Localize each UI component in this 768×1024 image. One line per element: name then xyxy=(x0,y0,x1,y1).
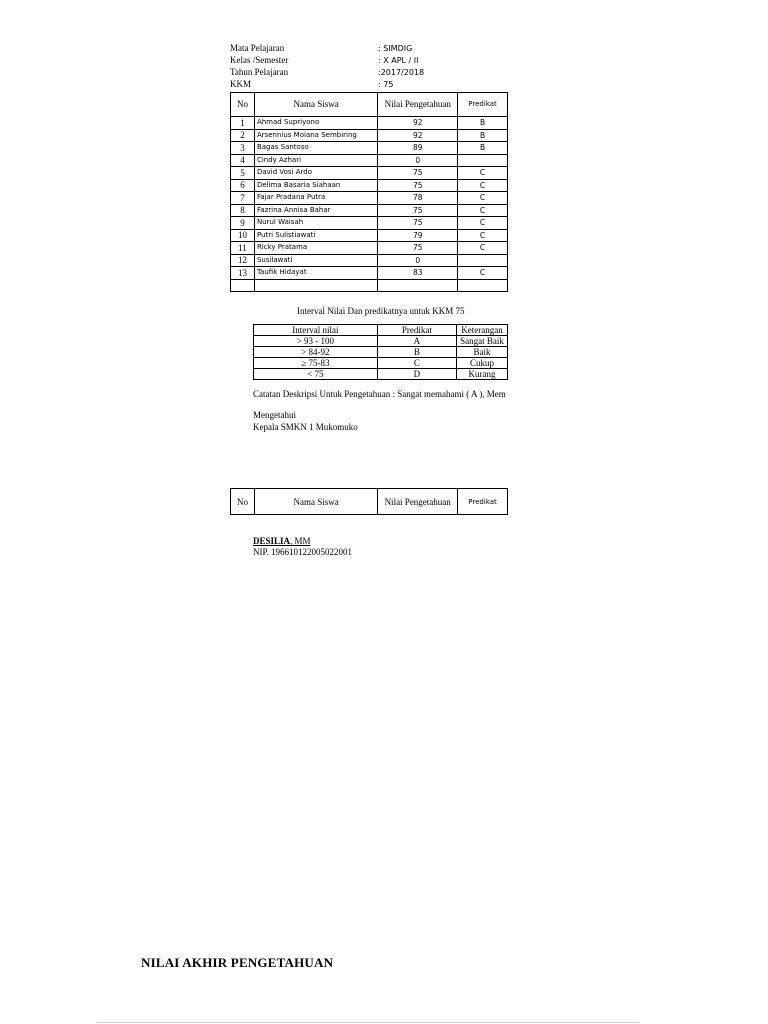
table-row xyxy=(231,217,508,230)
value-mata-pelajaran: : SIMDIG xyxy=(378,44,413,53)
cell-no: 8 xyxy=(231,204,255,217)
cell-nilai: 78 xyxy=(378,192,458,205)
catatan-deskripsi: Catatan Deskripsi Untuk Pengetahuan : Sangat memahami ( A ), Mem xyxy=(253,389,506,399)
grades-table-header xyxy=(231,93,508,117)
cell-nilai: 89 xyxy=(378,142,458,155)
value-tahun-pelajaran: :2017/2018 xyxy=(378,68,425,77)
cell-nama: Cindy Azhari xyxy=(254,154,377,167)
grades-table xyxy=(230,92,508,292)
cell-nilai: 92 xyxy=(378,117,458,130)
label-mata-pelajaran: Mata Pelajaran xyxy=(230,43,285,53)
cell-no: 13 xyxy=(231,267,255,280)
cell-nama: Nurul Waisah xyxy=(254,217,377,230)
signer-name-line xyxy=(253,536,311,546)
interval-range: > 93 - 100 xyxy=(254,336,378,347)
cell-predikat: C xyxy=(458,179,508,192)
cell-nama: Arsennius Moiana Sembiring xyxy=(254,129,377,142)
signer-title: , MM xyxy=(290,536,311,546)
footer-divider xyxy=(97,1022,639,1023)
cell-no xyxy=(231,279,255,292)
cell-nilai: 92 xyxy=(378,129,458,142)
table-row xyxy=(231,204,508,217)
interval-table-header xyxy=(254,325,508,336)
table-row xyxy=(231,142,508,155)
table-row xyxy=(231,117,508,130)
value-kelas-semester: : X APL / II xyxy=(378,56,419,65)
interval-row xyxy=(254,369,508,380)
mengetahui-label: Mengetahui xyxy=(253,410,296,420)
interval-header-keterangan: Keterangan xyxy=(457,325,508,336)
cell-nilai: 79 xyxy=(378,229,458,242)
interval-range: > 84-92 xyxy=(254,347,378,358)
table-row xyxy=(231,154,508,167)
mengetahui-block xyxy=(253,409,358,433)
cell-no: 4 xyxy=(231,154,255,167)
cell-nilai: 83 xyxy=(378,267,458,280)
table-row xyxy=(231,229,508,242)
cell-predikat xyxy=(458,279,508,292)
interval-row xyxy=(254,336,508,347)
table-row xyxy=(231,179,508,192)
cell-no: 11 xyxy=(231,242,255,255)
cell-nama: Ricky Pratama xyxy=(254,242,377,255)
cell-no: 7 xyxy=(231,192,255,205)
header-predikat: Predikat xyxy=(458,93,508,117)
interval-row xyxy=(254,358,508,369)
cell-predikat: B xyxy=(458,142,508,155)
cell-predikat xyxy=(458,254,508,267)
cell-no: 3 xyxy=(231,142,255,155)
header-no: No xyxy=(231,93,255,117)
cell-no: 6 xyxy=(231,179,255,192)
header-nama-siswa: Nama Siswa xyxy=(254,489,377,515)
cell-predikat: C xyxy=(458,192,508,205)
cell-nama: Ahmad Supriyono xyxy=(254,117,377,130)
cell-no: 9 xyxy=(231,217,255,230)
cell-nama: Fazrina Annisa Bahar xyxy=(254,204,377,217)
cell-predikat: C xyxy=(458,267,508,280)
cell-predikat: C xyxy=(458,229,508,242)
interval-header-interval: Interval nilai xyxy=(254,325,378,336)
cell-nilai xyxy=(378,279,458,292)
kepala-sekolah-label: Kepala SMKN 1 Mukomuko xyxy=(253,422,358,432)
cell-no: 2 xyxy=(231,129,255,142)
cell-nilai: 75 xyxy=(378,179,458,192)
interval-title: Interval Nilai Dan predikatnya untuk KKM 75 xyxy=(297,306,465,316)
header-predikat: Predikat xyxy=(458,489,508,515)
interval-row xyxy=(254,347,508,358)
cell-no: 1 xyxy=(231,117,255,130)
table-row xyxy=(231,242,508,255)
table-row-empty xyxy=(231,279,508,292)
cell-predikat: C xyxy=(458,242,508,255)
header-no: No xyxy=(231,489,255,515)
cell-nama: Susilawati xyxy=(254,254,377,267)
cell-no: 10 xyxy=(231,229,255,242)
signer-name: DESILIA xyxy=(253,536,291,546)
table-row xyxy=(231,267,508,280)
grades-table-repeat-header xyxy=(231,489,508,515)
interval-keterangan: Cukup xyxy=(457,358,508,369)
label-kkm: KKM xyxy=(230,79,252,89)
cell-predikat xyxy=(458,154,508,167)
cell-no: 5 xyxy=(231,167,255,180)
interval-keterangan: Sangat Baik xyxy=(457,336,508,347)
interval-predikat: D xyxy=(377,369,456,380)
interval-keterangan: Kurang xyxy=(457,369,508,380)
interval-table xyxy=(253,324,508,380)
cell-predikat: C xyxy=(458,167,508,180)
cell-nilai: 0 xyxy=(378,154,458,167)
interval-range: < 75 xyxy=(254,369,378,380)
value-kkm: : 75 xyxy=(378,80,394,89)
interval-range: ≥ 75-83 xyxy=(254,358,378,369)
cell-nama: David Vosi Ardo xyxy=(254,167,377,180)
cell-nilai: 75 xyxy=(378,217,458,230)
cell-nama: Putri Sulistiawati xyxy=(254,229,377,242)
cell-nilai: 75 xyxy=(378,204,458,217)
interval-predikat: A xyxy=(377,336,456,347)
cell-nama: Bagas Santoso xyxy=(254,142,377,155)
interval-keterangan: Baik xyxy=(457,347,508,358)
cell-nama: Taufik Hidayat xyxy=(254,267,377,280)
interval-predikat: C xyxy=(377,358,456,369)
cell-predikat: B xyxy=(458,117,508,130)
cell-predikat: B xyxy=(458,129,508,142)
table-row xyxy=(231,192,508,205)
cell-predikat: C xyxy=(458,217,508,230)
cell-predikat: C xyxy=(458,204,508,217)
header-nilai-pengetahuan: Nilai Pengetahuan xyxy=(378,489,458,515)
interval-header-predikat: Predikat xyxy=(377,325,456,336)
header-nilai-pengetahuan: Nilai Pengetahuan xyxy=(378,93,458,117)
grades-table-repeat xyxy=(230,488,508,515)
interval-predikat: B xyxy=(377,347,456,358)
cell-nama: Fajar Pradana Putra xyxy=(254,192,377,205)
table-row xyxy=(231,129,508,142)
cell-nilai: 75 xyxy=(378,167,458,180)
footer-title: NILAI AKHIR PENGETAHUAN xyxy=(141,955,334,970)
cell-nilai: 75 xyxy=(378,242,458,255)
cell-nama xyxy=(254,279,377,292)
label-tahun-pelajaran: Tahun Pelajaran xyxy=(230,67,289,77)
cell-nilai: 0 xyxy=(378,254,458,267)
table-row xyxy=(231,167,508,180)
cell-no: 12 xyxy=(231,254,255,267)
table-row xyxy=(231,254,508,267)
header-nama-siswa: Nama Siswa xyxy=(254,93,377,117)
cell-nama: Delima Basaria Siahaan xyxy=(254,179,377,192)
label-kelas-semester: Kelas /Semester xyxy=(230,55,289,65)
signer-nip: NIP. 196610122005022001 xyxy=(253,547,353,557)
